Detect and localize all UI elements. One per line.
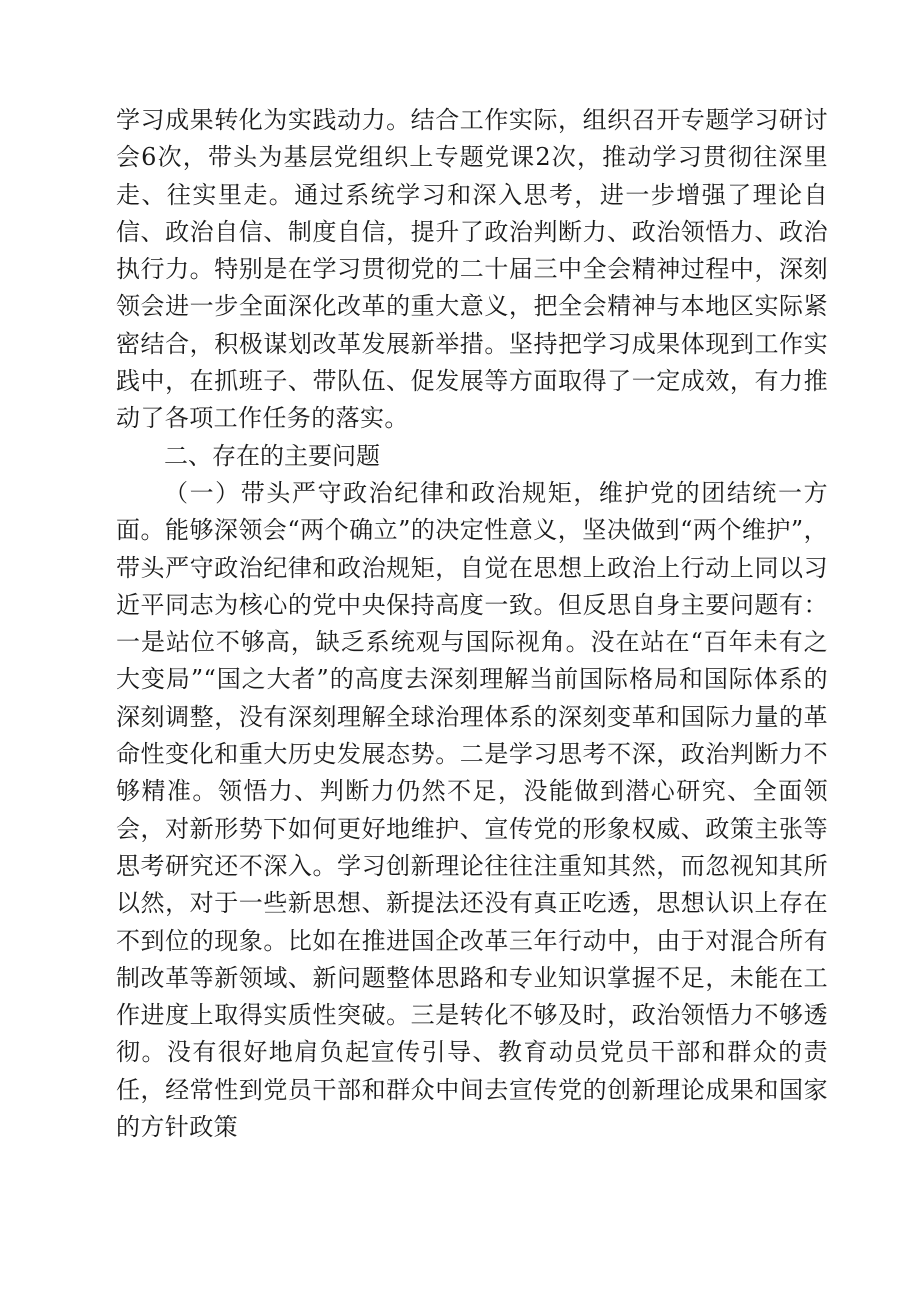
paragraph-continuation: 学习成果转化为实践动力。结合工作实际，组织召开专题学习研讨会6次，带头为基层党组织上专题党课2次，推动学习贯彻往深里走、往实里走。通过系统学习和深入思考，进一步增强了理论自信、政治自信、制度自信，提升了政治判断力、政治领悟力、政治执行力。特别是在学习贯彻党的二十届三中全会精神过程中，深刻领会进一步全面深化改革的重大意义，把全会精神与本地区实际紧密结合，积极谋划改革发展新举措。坚持把学习成果体现到工作实践中，在抓班子、带队伍、促发展等方面取得了一定成效，有力推动了各项工作任务的落实。 xyxy=(116,106,828,433)
document-body xyxy=(116,102,828,1146)
section-heading-problems: 二、存在的主要问题 xyxy=(164,441,380,470)
paragraph-political-discipline: （一）带头严守政治纪律和政治规矩，维护党的团结统一方面。能够深领会“两个确立”的决定性意义，坚决做到“两个维护”，带头严守政治纪律和政治规矩，自觉在思想上政治上行动上同以习近平同志为核心的党中央保持高度一致。但反思自身主要问题有：一是站位不够高，缺乏系统观与国际视角。没在站在“百年未有之大变局”“国之大者”的高度去深刻理解当前国际格局和国际体系的深刻调整，没有深刻理解全球治理体系的深刻变革和国际力量的革命性变化和重大历史发展态势。二是学习思考不深，政治判断力不够精准。领悟力、判断力仍然不足，没能做到潜心研究、全面领会，对新形势下如何更好地维护、宣传党的形象权威、政策主张等思考研究还不深入。学习创新理论往往注重知其然，而忽视知其所以然，对于一些新思想、新提法还没有真正吃透，思想认识上存在不到位的现象。比如在推进国企改革三年行动中，由于对混合所有制改革等新领域、新问题整体思路和专业知识掌握不足，未能在工作进度上取得实质性突破。三是转化不够及时，政治领悟力不够透彻。没有很好地肩负起宣传引导、教育动员党员干部和群众的责任，经常性到党员干部和群众中间去宣传党的创新理论成果和国家的方针政策 xyxy=(116,478,828,1142)
